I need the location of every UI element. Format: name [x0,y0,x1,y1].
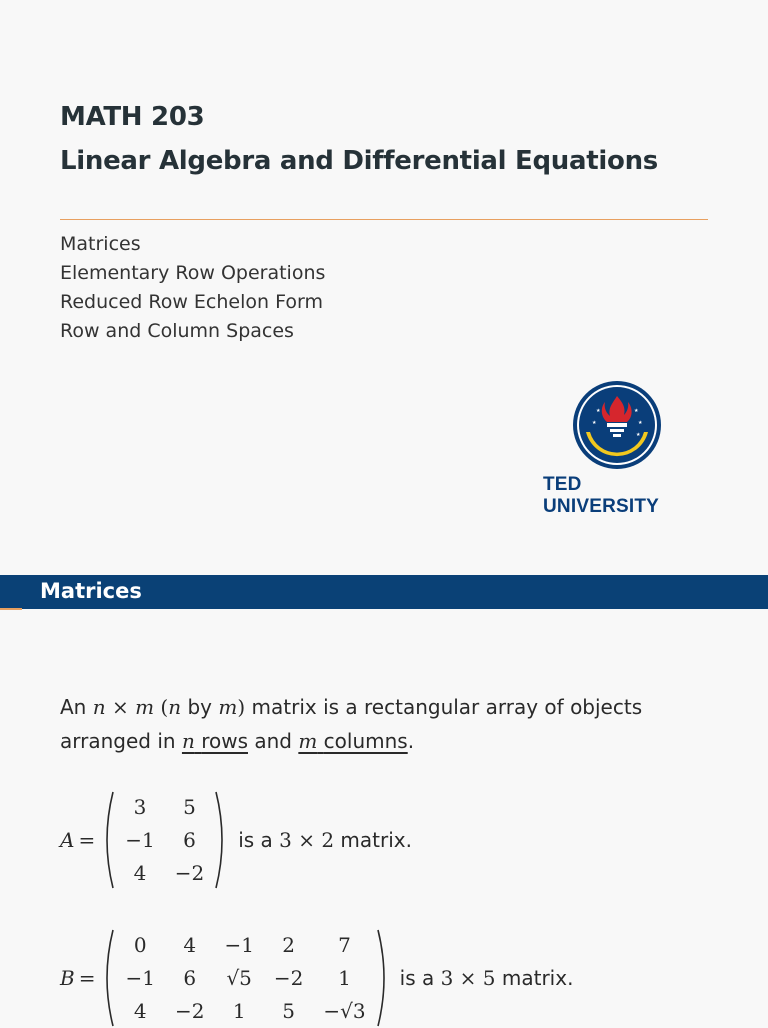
matrix-cell: 7 [338,933,351,957]
matrix-cell: 6 [183,966,197,990]
matrix-cell: −2 [174,861,205,885]
text: . [407,729,415,753]
left-paren-icon [101,790,115,890]
underlined-term: columns [323,729,408,753]
university-name: TED UNIVERSITY [543,474,660,517]
svg-text:★: ★ [634,408,639,414]
text: matrix. [501,966,574,990]
matrix-cell: 1 [232,999,246,1023]
topic-item: Row and Column Spaces [60,320,294,342]
math-m: m [298,729,318,753]
matrix-cell: 4 [183,933,197,957]
matrix-cell: −1 [125,828,155,852]
math-n: n [92,695,106,719]
matrix-a-equation [60,790,412,890]
svg-text:★: ★ [636,432,641,438]
matrix-symbol: B [60,966,75,990]
matrix-cell: 3 [133,795,147,819]
text: matrix. [340,828,412,852]
math-paren: ) [237,695,246,719]
matrix-dims: 3 × 2 [279,828,335,852]
matrix-cell: −√3 [323,999,366,1023]
matrix-cell: −2 [273,966,304,990]
section-header-bar [0,575,768,609]
matrix-name [60,966,95,990]
left-paren-icon [101,928,115,1028]
title-divider [60,219,708,220]
math-m: m [135,695,155,719]
text: is a [238,828,273,852]
matrix-cell: 6 [183,828,196,852]
matrix-cell: −2 [174,999,205,1023]
matrix-cell: −1 [125,966,155,990]
math-paren: ( [160,695,169,719]
svg-text:★: ★ [592,420,597,426]
section-title: Matrices [40,579,142,603]
underlined-term: rows [201,729,248,753]
math-n: n [168,695,182,719]
text: arranged in [60,729,176,753]
matrix-dims: 3 × 5 [440,966,496,990]
equals-sign: = [78,966,96,990]
matrix-b-equation [60,928,573,1028]
text: is a [399,966,435,990]
text: matrix is a rectangular array of objects [251,695,643,719]
math-times: × [111,695,129,719]
university-seal-icon [572,380,662,470]
matrix-cell: 2 [282,933,296,957]
matrix-a-description [238,828,412,852]
math-m: m [218,695,238,719]
math-n: n [181,729,195,753]
svg-text:★: ★ [596,408,601,414]
text: An [60,695,87,719]
topic-item: Reduced Row Echelon Form [60,291,323,313]
matrix-cell: 4 [133,861,147,885]
topic-item: Elementary Row Operations [60,262,326,284]
topic-item: Matrices [60,233,141,255]
matrix-name [60,828,95,852]
matrix-symbol: A [60,828,75,852]
matrix-cell: −1 [224,933,254,957]
matrix-cell: 5 [183,795,196,819]
text: and [254,729,292,753]
section-accent [0,608,22,610]
course-code: MATH 203 [60,102,205,132]
matrix-cell: 5 [282,999,296,1023]
matrix-cell: 0 [133,933,147,957]
matrix-a [115,791,214,890]
text: by [187,695,213,719]
right-paren-icon [214,790,228,890]
matrix-cell: 1 [338,966,351,990]
matrix-cell: √5 [226,966,252,990]
course-name: Linear Algebra and Differential Equations [60,146,658,176]
matrix-definition [60,690,710,758]
equals-sign: = [78,828,96,852]
matrix-b-description [400,966,574,990]
topic-list [60,230,325,346]
matrix-b [115,929,375,1028]
right-paren-icon [376,928,390,1028]
svg-text:★: ★ [638,420,643,426]
matrix-cell: 4 [133,999,147,1023]
